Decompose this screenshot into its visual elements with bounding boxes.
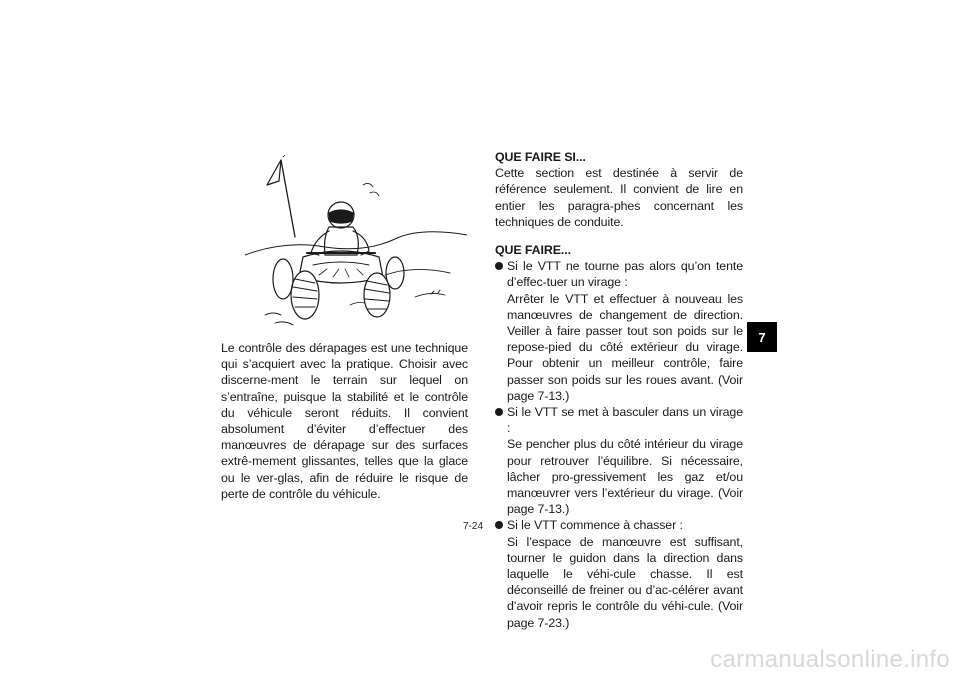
bullet-body: Arrêter le VTT et effectuer à nouveau les manœuvres de changement de direction. Veiller à faire passer tout son poids sur le repose-pied du côté extérieur du virage. Pour obtenir un meilleur contrôle, faire passer son poids sur les roues avant. (Voir page 7-13.)	[507, 291, 743, 403]
watermark: carmanualsonline.info	[710, 646, 950, 673]
right-column	[495, 149, 743, 631]
page-number: 7-24	[463, 521, 484, 532]
section-heading-que-faire-si: QUE FAIRE SI...	[495, 150, 586, 164]
atv-rider-illustration	[245, 155, 467, 330]
list-item	[495, 404, 743, 517]
bullet-body: Si l’espace de manœuvre est suffisant, tourner le guidon dans la direction dans laquelle le véhi-cule chasse. Il est déconseillé de freiner ou d’ac-célérer avant d’avoir repris le contrôle du véhi-cule. (Voir page 7-23.)	[507, 534, 743, 630]
bullet-icon	[495, 521, 503, 529]
chapter-tab: 7	[747, 322, 777, 352]
bullet-title: Si le VTT ne tourne pas alors qu’on tente d’effec-tuer un virage :	[507, 259, 743, 290]
bullet-icon	[495, 262, 503, 270]
bullet-body: Se pencher plus du côté intérieur du virage pour retrouver l’équilibre. Si nécessaire, lâcher pro-gressivement les gaz et/ou manœuvrer vers l’extérieur du virage. (Voir page 7-13.)	[507, 437, 743, 517]
section-heading-que-faire: QUE FAIRE...	[495, 243, 571, 258]
intro-paragraph: Cette section est destinée à servir de référence seulement. Il convient de lire en entier les paragra-phes concernant les techniques de conduite.	[495, 166, 743, 229]
list-item	[495, 517, 743, 630]
bullet-title: Si le VTT se met à basculer dans un virage :	[507, 405, 743, 436]
list-item	[495, 258, 743, 404]
bullet-icon	[495, 408, 503, 416]
bullet-title: Si le VTT commence à chasser :	[507, 518, 683, 533]
situations-list	[495, 258, 743, 631]
skid-control-paragraph: Le contrôle des dérapages est une technique qui s’acquiert avec la pratique. Choisir avec discerne-ment le terrain sur lequel on s’entraîne, puisque la stabilité et le contrôle du véhicule seront réduits. Il convient absolument d’éviter d’effectuer des manœuvres de dérapage sur des surfaces extrê-mement glissantes, telles que la glace ou le ver-glas, afin de réduire le risque de perte de contrôle du véhicule.	[221, 341, 468, 501]
left-column	[221, 340, 468, 502]
